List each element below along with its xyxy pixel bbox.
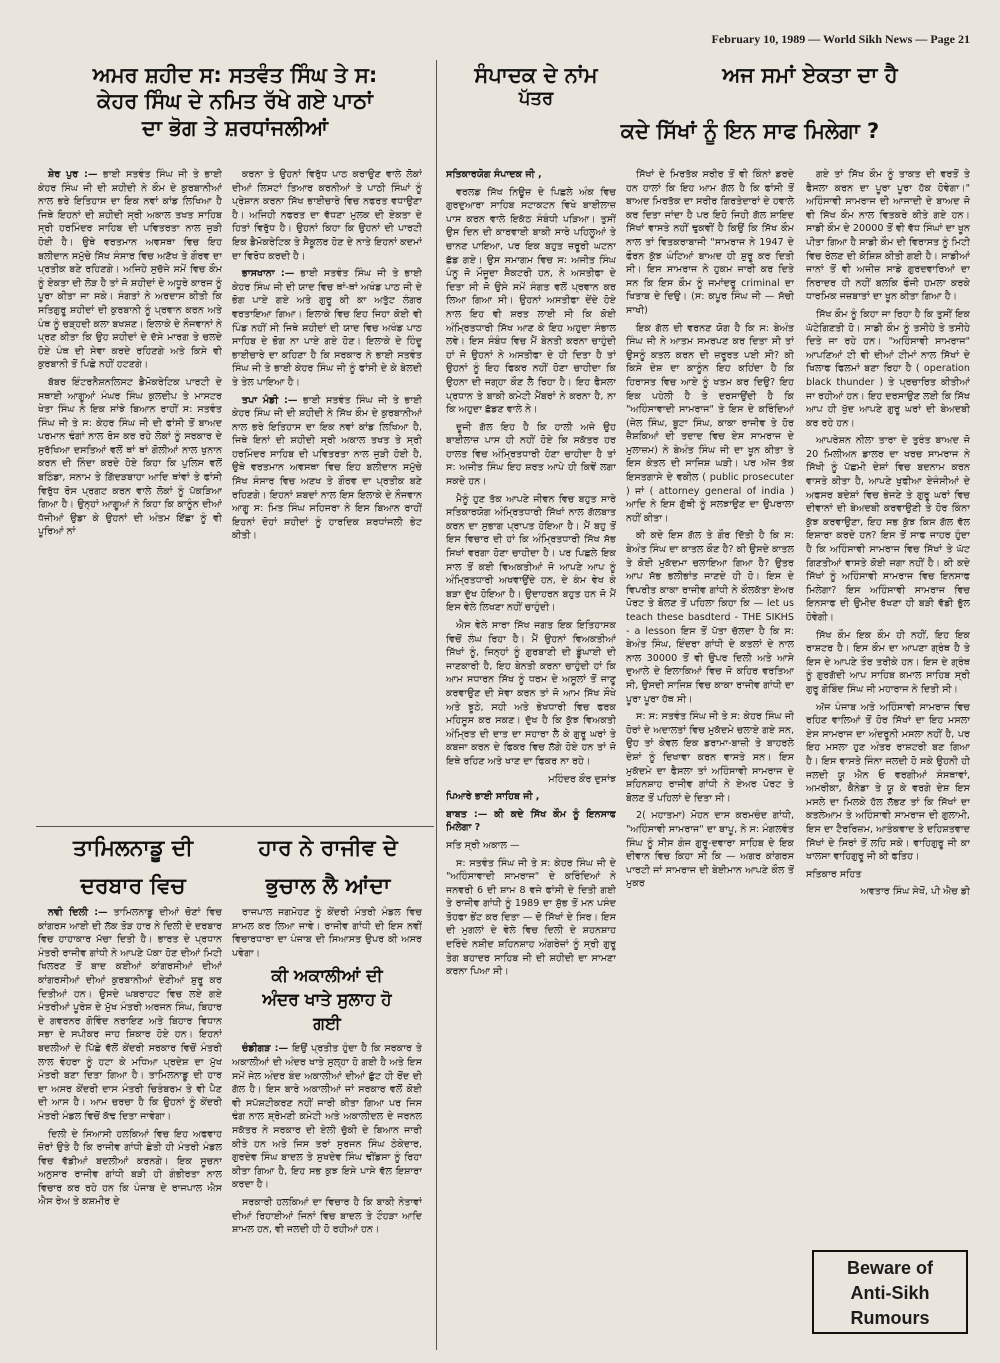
- headline-tamil-line1: ਤਾਮਿਲਨਾਡੂ ਦੀ: [73, 836, 193, 861]
- headline-bhog-line3: ਦਾ ਭੋਗ ਤੇ ਸ਼ਰਧਾਂਜਲੀਆਂ: [141, 115, 329, 140]
- beware-line1: Beware of: [846, 1258, 934, 1278]
- ajj-para2: ਇਕ ਗੱਲ ਦੀ ਵਰਨਣ ਯੋਗ ਹੈ ਕਿ ਸ: ਬੇਅੰਤ ਸਿੰਘ ਜੀ ਨੇ ਆਤਮ ਸਮਰਪਣ ਕਰ ਦਿਤਾ ਸੀ ਤਾਂ ਉਸਨੂੰ ਕਤਲ ਕਰਨ ਦੀ ਜ਼ਰੂਰਤ ਪਈ ਸੀ? ਕੀ ਕਿਸੇ ਦੇਸ਼ ਦਾ ਕਾਨੂੰਨ ਇਹ ਕਹਿਂਦਾ ਹੈ ਕਿ ਹਿਰਾਸਤ ਵਿਚ ਆਏ ਨੂੰ ਖਤਮ ਕਰ ਦਿਉ? ਇਹ ਇਕ ਪਹੇਲੀ ਹੈ ਤੇ ਦਰਸਾਉਂਦੀ ਹੈ ਕਿ "ਅਹਿੰਸਾਵਾਦੀ ਸਾਮਰਾਜ" ਤੇ ਇਸ ਦੇ ਕਰਿੰਦਿਆਂ (ਜੇਲ ਸਿੰਘ, ਬੂਟਾ ਸਿੰਘ, ਕਾਕਾ ਰਾਜੀਵ ਤੇ ਹੋਰ ਜ਼ੈਸ਼ਕਿਆਂ ਦੀ ਤਦਾਦ ਵਿਚ ਏਸ ਸਾਮਰਾਜ ਦੇ ਮੁਲਾਜ਼ਮ) ਨੇ ਬੇਅੰਤ ਸਿੰਘ ਜੀ ਦਾ ਖੂਨ ਕੀਤਾ ਤੇ ਇਸ ਕੇਤਲ ਦੀ ਸਾਜਿਸ਼ ਘੜੀ। ਪਰ ਅੱਜ ਤੱਕ ਇਸਤਗਾਸੇ ਦੇ ਵਕੀਲ ( public prosecuter ) ਜਾਂ ( attorney general of india ) ਆਦਿ ਨੇ ਇਸ ਗੁੱਥੀ ਨੂੰ ਸਲਝਾਉਣ ਦਾ ਉਪਰਾਲਾ ਨਹੀਂ ਕੀਤਾ।: [626, 322, 794, 524]
- ajj-para4: ਸ: ਸ: ਸਤਵੰਤ ਸਿੰਘ ਜੀ ਤੇ ਸ: ਕੇਹਰ ਸਿੰਘ ਜੀ ਹੋਰਾਂ ਦੇ ਅਦਾਲਤਾਂ ਵਿਚ ਮੁਕੱਦਮੇ ਚਲਾਏ ਗਏ ਸਨ, ਉਹ ਤਾਂ ਕੇਵਲ ਇਕ ਡਰਾਮਾ-ਬਾਜ਼ੀ ਤੇ ਬਾਹਰਲੇ ਦੇਸ਼ਾਂ ਨੂੰ ਦਿਖਾਵਾ ਕਰਨ ਵਾਸਤੇ ਸਨ। ਇਸ ਮੁਕੱਦਮੇ ਦਾ ਫੈਸਲਾ ਤਾਂ ਅਹਿੰਸਾਵੀ ਸਾਮਰਾਜ ਦੇ ਸ਼ਹਿਨਸ਼ਾਹ ਰਾਜੀਵ ਗਾਂਧੀ ਨੇ ਏਅਰ ਪੋਰਟ ਤੇ ਬੋਲਣ ਤੋਂ ਪਹਿਲਾਂ ਦੇ ਦਿਤਾ ਸੀ।: [626, 711, 794, 804]
- beware-line3: Rumours: [850, 1308, 930, 1328]
- bhog-col2-para3: ਤਪਾ ਮੰਡੀ :— ਭਾਈ ਸਤਵੰਤ ਸਿੰਘ ਜੀ ਤੇ ਭਾਈ ਕੇਹਰ ਸਿੰਘ ਜੀ ਦੀ ਸ਼ਹੀਦੀ ਨੇ ਸਿੱਖ ਕੌਮ ਦੇ ਕੁਰਬਾਨੀਆਂ ਨਾਲ ਭਰੇ ਇਤਿਹਾਸ ਦਾ ਇਕ ਨਵਾਂ ਕਾਂਡ ਲਿਖਿਆ ਹੈ, ਜਿਥੇ ਇਨਾਂ ਦੀ ਸ਼ਹੀਦੀ ਸ੍ਰੀ ਅਕਾਲ ਤਖਤ ਤੇ ਸ੍ਰੀ ਹਰਮਿੰਦਰ ਸਾਹਿਬ ਦੀ ਪਵਿਤਰਤਾ ਨਾਲ ਜੁੜੀ ਹੋਈ ਹੈ, ਉਥੇ ਵਰਤਮਾਨ ਅਵਸਥਾ ਵਿਚ ਇਹ ਬਲੀਦਾਨ ਸਮੁੱਚੇ ਸਿੱਖ ਸੰਸਾਰ ਵਿਚ ਅਣਖ ਤੇ ਗੌਰਵ ਦਾ ਪ੍ਰਤੀਕ ਬਣੇ ਰਹਿਣਗੇ। ਇਹਨਾਂ ਸ਼ਬਦਾਂ ਨਾਲ ਇਸ ਇਲਾਕੇ ਦੇ ਨੌਜਵਾਨ ਆਗੂ ਸ: ਮਿਤ ਸਿੰਘ ਸਹਿਜਰਾ ਨੇ ਇਸ ਬਿਆਨ ਰਾਹੀਂ ਇਹਨਾਂ ਦੋਹਾਂ ਸ਼ਹੀਦਾਂ ਨੂੰ ਹਾਰਦਿਕ ਸ਼ਰਧਾਂਜਲੀ ਭੇਟ ਕੀਤੀ।: [232, 394, 422, 542]
- tamil-dateline: ਨਵੀ ਦਿਲੀ :—: [48, 907, 108, 918]
- right-para5: ਅੱਜ ਪੰਜਾਬ ਅਤੇ ਅਹਿੰਸਾਵੀ ਸਾਮਰਾਜ ਵਿਚ ਰਹਿਣ ਵਾਲਿਆਂ ਤੋਂ ਹੋਰ ਸਿੱਖਾਂ ਦਾ ਇਹ ਮਸਲਾ ਏਸ ਸਾਮਰਾਜ ਦਾ ਅੰਦਰੂਨੀ ਮਸਲਾ ਨਹੀਂ ਹੈ, ਪਰ ਇਹ ਮਸਲਾ ਹੁਣ ਅੰਤਰ ਰਾਸ਼ਟਰੀ ਬਣ ਗਿਆ ਹੈ। ਇਸ ਵਾਸਤੇ ਜਿੰਨਾ ਜਲਦੀ ਹੋ ਸਕੇ ਉਹਨੀ ਹੀ ਜਲਦੀ ਯੂ ਐਨ ਓ ਵਰਗੀਆਂ ਸੰਸਥਾਵਾਂ, ਅਮਰੀਕਾ, ਕੈਨੇਡਾ ਤੇ ਯੂ ਕੇ ਵਰਗੇ ਦੇਸ਼ ਇਸ ਮਸਲੇ ਦਾ ਮਿਲਕੇ ਹੱਲ ਲੱਭਣ ਤਾਂ ਕਿ ਸਿੱਖਾਂ ਦਾ ਕਤਲੇਆਮ ਤੇ ਅਹਿੰਸਾਵੀ ਸਾਮਰਾਜ ਦੀ ਗੁਲਾਮੀ, ਇਸ ਦਾ ਟੈਰਰਿਜ਼ਮ, ਆਤੰਕਵਾਦ ਤੇ ਦਹਿਸ਼ਤਵਾਦ ਸਿੱਖਾਂ ਦੇ ਸਿਰਾਂ ਤੋਂ ਲਹਿ ਸਕੇ। ਵਾਹਿਗੁਰੂ ਜੀ ਕਾ ਖਾਲਸਾ ਵਾਹਿਗੁਰੂ ਜੀ ਕੀ ਫਤਿਹ।: [806, 701, 970, 863]
- haar-para1: ਰਾਜਪਾਲ ਜਗਮੋਹਣ ਨੂੰ ਕੇਂਦਰੀ ਮੰਤਰੀ ਮੰਡਲ ਵਿਚ ਸ਼ਾਮਲ ਕਰ ਲਿਆ ਜਾਵੇ। ਰਾਜੀਵ ਗਾਂਧੀ ਦੀ ਇਸ ਨਵੀਂ ਵਿਚਾਰਧਾਰਾ ਦਾ ਪੰਜਾਬ ਦੀ ਸਿਆਸਤ ਉਪਰ ਕੀ ਅਸਰ ਪਵੇਗਾ।: [232, 907, 422, 959]
- bhog-column-1: [38, 168, 222, 820]
- bhog-dateline-3: ਤਪਾ ਮੰਡੀ :—: [242, 394, 298, 406]
- letter2-salutation: ਪਿਆਰੇ ਭਾਈ ਸਾਹਿਬ ਜੀ ,: [446, 791, 540, 803]
- right-column: [806, 168, 970, 1242]
- akali-para1: ਚੰਡੀਗੜ :— ਇਉਂ ਪ੍ਰਤੀਤ ਹੁੰਦਾ ਹੈ ਕਿ ਸਰਕਾਰ ਤੇ ਅਕਾਲੀਆਂ ਦੀ ਅੰਦਰ ਖਾਤੇ ਸੁਲ੍ਹਾ ਹੋ ਗਈ ਹੈ ਅਤੇ ਇਸ ਸਮੇਂ ਜੇਲ ਅੰਦਰ ਬੰਦ ਅਕਾਲੀਆਂ ਦੀਆਂ ਛੁੱਟ ਹੀ ਰੋਂਦ ਦੀ ਗੱਲ ਹੈ। ਇਸ ਬਾਰੇ ਅਕਾਲੀਆਂ ਜਾਂ ਸਰਕਾਰ ਵਲੋਂ ਕੋਈ ਵੀ ਸਪੱਸ਼ਟੀਕਰਣ ਨਹੀਂ ਜਾਰੀ ਕੀਤਾ ਗਿਆ ਪਰ ਜਿਸ ਢੰਗ ਨਾਲ ਸ਼੍ਰੋਮਣੀ ਕਮੇਟੀ ਅਤੇ ਅਕਾਲੀਦਲ ਦੇ ਜਰਨਲ ਸਕੱਤਰ ਨੇ ਸਰਕਾਰ ਦੀ ਏਲੀ ਚੁੱਕੀ ਦੇ ਬਿਆਨ ਜਾਰੀ ਕੀਤੇ ਹਨ ਅਤੇ ਜਿਸ ਤਰਾਂ ਸੁਰਜਨ ਸਿੰਘ ਠੇਕੇਦਾਰ, ਗੁਰਦੇਵ ਸਿੰਘ ਬਾਦਲ ਤੇ ਸੁਖਦੇਵ ਸਿੰਘ ਢੀਂਡਸਾ ਨੂੰ ਰਿਹਾ ਕੀਤਾ ਗਿਆ ਹੈ, ਇਹ ਸਭ ਕੁਝ ਇਸੇ ਪਾਸੇ ਵੱਲ ਇਸ਼ਾਰਾ ਕਰਦਾ ਹੈ।: [232, 1043, 422, 1191]
- letter2-subject: ਬਾਬਤ :— ਕੀ ਕਦੇ ਸਿੱਖ ਕੌਮ ਨੂੰ ਇਨਸਾਫ ਮਿਲੇਗਾ ?: [446, 808, 616, 834]
- letter-para2: ਦੂਜੀ ਗੱਲ ਇਹ ਹੈ ਕਿ ਹਾਲੀ ਅਜੇ ਉਹ ਬਾਈਲਾਜ਼ ਪਾਸ ਹੀ ਨਹੀਂ ਹੋਏ ਕਿ ਸਕੱਤਰ ਹਰ ਹਾਲਤ ਵਿਚ ਅੰਮ੍ਰਿਤਧਾਰੀ ਹੋਣਾ ਚਾਹੀਦਾ ਹੈ ਤਾਂ ਸ: ਅਜੀਤ ਸਿੰਘ ਇਹ ਸ਼ਰਤ ਆਪੇ ਹੀ ਕਿਵੇਂ ਲਗਾ ਸਕਦੇ ਹਨ।: [446, 421, 616, 488]
- letter2-greeting: ਸਤਿ ਸ੍ਰੀ ਅਕਾਲ —: [446, 839, 520, 851]
- letter-salutation: ਸਤਿਕਾਰਯੋਗ ਸੰਪਾਦਕ ਜੀ ,: [446, 169, 542, 180]
- headline-ajj-line1: ਅਜ ਸਮਾਂ ਏਕਤਾ ਦਾ ਹੈ: [722, 63, 898, 87]
- right-para2: ਸਿੱਖ ਕੌਮ ਨੂੰ ਕਿਹਾ ਜਾ ਰਿਹਾ ਹੈ ਕਿ ਤੁਸੀਂ ਇਕ ਘੱਟੇਗਿਣਤੀ ਹੋ। ਸਾਡੀ ਕੌਮ ਨੂੰ ਤਸੀਹੇ ਤੇ ਤਸੀਹੇ ਦਿਤੇ ਜਾ ਰਹੇ ਹਨ। "ਅਹਿੰਸਾਵੀ ਸਾਮਰਾਜ" ਆਪਣਿਆਂ ਟੀ ਵੀ ਦੀਆਂ ਟੀਮਾਂ ਨਾਲ ਸਿੱਖਾਂ ਦੇ ਖਿਲਾਫ ਫਿਲਮਾਂ ਬਣਾ ਰਿਹਾ ਹੈ ( operation black thunder ) ਤੇ ਪ੍ਰਚਾਰਿਤ ਕੀਤੀਆਂ ਜਾ ਰਹੀਆਂ ਹਨ। ਇਹ ਦਰਸਾਉਣ ਲਈ ਕਿ ਸਿੱਖ ਆਪ ਹੀ ਖੁੱਦ ਆਪਣੇ ਗੁਰੂ ਘਰਾਂ ਦੀ ਬੇਅਦਬੀ ਕਰ ਰਹੇ ਹਨ।: [806, 308, 970, 429]
- headline-bhog-line2: ਕੇਹਰ ਸਿੰਘ ਦੇ ਨਮਿਤ ਰੱਖੇ ਗਏ ਪਾਠਾਂ: [97, 89, 373, 114]
- tamil-column: [38, 906, 222, 1346]
- tamil-para2: ਦਿਲੀ ਦੇ ਸਿਆਸੀ ਹਲਕਿਆਂ ਵਿਚ ਇਹ ਅਫਵਾਹ ਜ਼ੋਰਾਂ ਉਤੇ ਹੈ ਕਿ ਰਾਜੀਵ ਗਾਂਧੀ ਛੇਤੀ ਹੀ ਮੰਤਰੀ ਮੰਡਲ ਵਿਚ ਵੱਡੀਆਂ ਬਦਲੀਆਂ ਕਰਨਗੇ। ਇਕ ਸੂਚਨਾ ਅਨੁਸਾਰ ਰਾਜੀਵ ਗਾਂਧੀ ਬੜੀ ਹੀ ਗੰਭੀਰਤਾ ਨਾਲ ਵਿਚਾਰ ਕਰ ਰਹੇ ਹਨ ਕਿ ਪੰਜਾਬ ਦੇ ਰਾਜਪਾਲ ਐਸ ਐਸ ਰੇਅ ਤੇ ਕਸ਼ਮੀਰ ਦੇ: [38, 1128, 222, 1208]
- headline-bhog: [40, 62, 430, 141]
- headline-akali: [232, 964, 422, 1036]
- bhog-dateline-2: ਭਾਸਖਾਨਾ :—: [242, 268, 295, 280]
- headline-haar: [230, 830, 426, 906]
- headline-editor-line2: ਪੱਤਰ: [518, 88, 554, 110]
- letter-para3: ਮੈਨੂੰ ਹੁਣ ਤੱਕ ਆਪਣੇ ਜੀਵਨ ਵਿਚ ਬਹੁਤ ਸਾਰੇ ਸਤਿਕਾਰਯੋਗ ਅੰਮ੍ਰਿਤਧਾਰੀ ਸਿੱਖਾਂ ਨਾਲ ਗੱਲਬਾਤ ਕਰਨ ਦਾ ਸੁਭਾਗ ਪ੍ਰਾਪਤ ਹੋਇਆ ਹੈ। ਮੈਂ ਬਹੁ ਤੋਂ ਇਸ ਵਿਚਾਰ ਦੀ ਹਾਂ ਕਿ ਅੰਮ੍ਰਿਤਧਾਰੀ ਸਿੱਖ ਸੱਭ ਸਿਖਾਂ ਵਰਗਾ ਹੋਣਾ ਚਾਹੀਦਾ ਹੈ। ਪਰ ਪਿਛਲੇ ਇਕ ਸਾਲ ਤੋਂ ਕਈ ਵਿਅਕਤੀਆਂ ਜੋ ਆਪਣੇ ਆਪ ਨੂੰ ਅੰਮ੍ਰਿਤਧਾਰੀ ਅਖਵਾਉਂਦੇ ਹਨ, ਦੇ ਕੰਮ ਵੇਖ ਕੇ ਬੜਾ ਦੁੱਖ ਹੋਇਆ ਹੈ। ਉਦਾਹਰਨ ਬਹੁਤ ਹਨ ਜੋ ਮੈਂ ਇਸ ਵੇਲੇ ਲਿਖਣਾ ਨਹੀਂ ਚਾਹੁੰਦੀ।: [446, 493, 616, 614]
- editor-letter-column: [446, 168, 616, 1348]
- right-para1: ਗਏ ਤਾਂ ਸਿੱਖ ਕੌਮ ਨੂੰ ਤਾਕਤ ਦੀ ਵਰਤੋਂ ਤੇ ਫੈਸਲਾ ਕਰਨ ਦਾ ਪੂਰਾ ਪੂਰਾ ਹੱਕ ਹੋਵੇਗਾ।" ਅਹਿੰਸਾਵੀ ਸਾਮਰਾਜ ਦੀ ਆਜਾਦੀ ਦੇ ਬਾਅਦ ਜੋ ਵੀ ਸਿੱਖ ਕੌਮ ਨਾਲ ਵਿਤਕਰੇ ਕੀਤੇ ਗਏ ਹਨ। ਸਾਡੀ ਕੌਮ ਦੇ 20000 ਤੋਂ ਵੀ ਵੱਧ ਸਿੰਘਾਂ ਦਾ ਖੂਨ ਪੀਤਾ ਗਿਆ ਹੈ ਸਾਡੀ ਕੌਮ ਦੀ ਵਿਰਾਸਤ ਨੂੰ ਮਿਟੀ ਵਿਚ ਰੋਲਣ ਦੀ ਕੋਸ਼ਿਸ਼ ਕੀਤੀ ਗਈ ਹੈ। ਸਾਡੀਆਂ ਜਾਨਾਂ ਤੋਂ ਵੀ ਅਜੀਜ਼ ਸਾਡੇ ਗੁਰਦਵਾਰਿਆਂ ਦਾ ਨਿਰਾਦਰ ਹੀ ਨਹੀਂ ਬਲਕਿ ਫੌਜੀ ਹਮਲਾ ਕਰਕੇ ਧਾਰਮਿਕ ਜਜ਼ਬਾਤਾਂ ਦਾ ਖੂਨ ਕੀਤਾ ਗਿਆ ਹੈ।: [806, 169, 970, 303]
- bhog-col1-para2: ਬੱਬਰ ਇੰਟਰਨੈਸ਼ਨਲਿਸਟ ਡੈਮੋਕਰੇਟਿਕ ਪਾਰਟੀ ਦੇ ਸਥਾਈ ਆਗੂਆਂ ਮੰਘਰ ਸਿੰਘ ਕੁਲਦੀਪ ਤੇ ਮਾਸਟਰ ਖੇਤਾ ਸਿੰਘ ਨੇ ਇਕ ਸਾਂਝੇ ਬਿਆਨ ਰਾਹੀਂ ਸ: ਸਤਵੰਤ ਸਿੰਘ ਜੀ ਤੇ ਸ: ਕੇਹਰ ਸਿੰਘ ਜੀ ਦੀ ਫਾਂਸੀ ਤੋਂ ਬਾਅਦ ਪਰਮਾਨ ਢੰਗਾਂ ਨਾਲ ਰੋਸ ਕਰ ਰਹੇ ਲੋਕਾਂ ਨੂੰ ਸਰਕਾਰ ਦੇ ਸੁਰੱਖਿਆ ਦਸਤਿਆਂ ਵਲੋਂ ਥਾਂ ਥਾਂ ਗੋਲੀਆਂ ਨਾਲ ਖੁਨਾਨ ਕਰਨ ਦੀ ਨਿੰਦਾ ਕਰਦੇ ਹੋਏ ਕਿਹਾ ਕਿ ਪੁਲਿਸ ਵਲੋਂ ਬਠਿੰਡਾ, ਸਨਾਮ ਤੇ ਗਿੱਦੜਬਾਹਾ ਆਦਿ ਥਾਂਵਾਂ ਤੇ ਫਾਂਸੀ ਵਿਰੁੱਧ ਰੋਸ ਪ੍ਰਗਟ ਕਰਨ ਵਾਲੇ ਲੋਕਾਂ ਨੂੰ ਪੱਕੜਿਆ ਗਿਆ ਹੈ। ਉਨ੍ਹਾਂ ਆਗੂਆਂ ਨੇ ਕਿਹਾ ਕਿ ਕਾਨੂੰਨ ਦੀਆਂ ਧੱਜੀਆਂ ਉਡਾ ਕੇ ਉਹਨਾਂ ਦੀ ਅੰਤਮ ਇੱਛਾ ਨੂੰ ਵੀ ਪੂਰਿਆਂ ਨਾਂ: [38, 376, 222, 538]
- bhog-column-2: [232, 168, 422, 820]
- headline-haar-line2: ਭੁਚਾਲ ਲੈ ਆਂਦਾ: [265, 874, 391, 899]
- page-header: February 10, 1989 — World Sikh News — Page 21: [711, 32, 970, 46]
- beware-box: [812, 1250, 968, 1334]
- letter-para1: ਵਰਲਡ ਸਿੱਖ ਨਿਊਜ਼ ਦੇ ਪਿਛਲੇ ਅੰਕ ਵਿਚ ਗੁਰਦੁਆਰਾ ਸਾਹਿਬ ਸਟਾਕਟਨ ਵਿਖੇ ਬਾਈਲਾਜ਼ ਪਾਸ ਕਰਨ ਵਾਲੇ ਇਕੱਠ ਸੰਬੰਧੀ ਪੜਿਆ। ਤੁਸੀਂ ਉਸ ਦਿਨ ਦੀ ਕਾਰਵਾਈ ਬਾਕੀ ਸਾਰੇ ਪਹਿਲੂਆਂ ਤੇ ਚਾਨਣ ਪਾਇਆ, ਪਰ ਇਕ ਬਹੁਤ ਜ਼ਰੂਰੀ ਘਟਨਾ ਛੱਡ ਗਏ। ਉਸ ਸਮਾਗਮ ਵਿਚ ਸ: ਅਜੀਤ ਸਿੰਘ ਪੰਨੂ ਜੋ ਮੌਜੂਦਾ ਸੈਕਟਰੀ ਹਨ, ਨੇ ਅਸਤੀਫਾ ਦੇ ਦਿਤਾ ਸੀ ਜੋ ਉਸੇ ਸਮੇਂ ਸੰਗਤ ਵਲੋਂ ਪ੍ਰਵਾਨ ਕਰ ਲਿਆ ਗਿਆ ਸੀ। ਉਹਨਾਂ ਅਸਤੀਫਾ ਦੇਂਦੇ ਹੋਏ ਨਾਲ ਇਹ ਵੀ ਸ਼ਰਤ ਲਾਈ ਸੀ ਕਿ ਕੋਈ ਅੰਮ੍ਰਿਤਧਾਰੀ ਸਿੱਖ ਆਣ ਕੇ ਇਹ ਅਹੁਦਾ ਸੰਭਾਲ ਲਵੇ। ਇਸ ਸੰਬੰਧ ਵਿਚ ਮੈਂ ਬੇਨਤੀ ਕਰਨਾ ਚਾਹੁੰਦੀ ਹਾਂ ਜੋ ਉਹਨਾਂ ਨੇ ਅਸਤੀਫਾ ਦੇ ਹੀ ਦਿਤਾ ਹੈ ਤਾਂ ਉਹਨਾਂ ਨੂੰ ਇਹ ਫਿਕਰ ਨਹੀਂ ਹੋਣਾ ਚਾਹੀਦਾ ਕਿ ਉਹਨਾ ਦੀ ਜਗ੍ਹਾ ਕੌਣ ਲੈ ਰਿਹਾ ਹੈ। ਇਹ ਫੈਸਲਾ ਪ੍ਰਧਾਨ ਤੇ ਬਾਕੀ ਕਮੇਟੀ ਮੈਂਬਰਾਂ ਨੇ ਕਰਨਾ ਹੈ, ਨਾ ਕਿ ਅਹੁਦਾ ਛੱਡਣ ਵਾਲੇ ਨੇ।: [446, 186, 616, 416]
- letter2-para1: ਸ: ਸਤਵੰਤ ਸਿੰਘ ਜੀ ਤੇ ਸ: ਕੇਹਰ ਸਿੰਘ ਜੀ ਦੇ "ਅਹਿੰਸਾਵਾਦੀ ਸਾਮਰਾਜ" ਦੇ ਕਰਿੰਦਿਆਂ ਨੇ ਜਨਵਰੀ 6 ਦੀ ਸ਼ਾਮ 8 ਵਜੇ ਫਾਂਸੀ ਦੇ ਦਿਤੀ ਗਈ ਤੇ ਰਾਜੀਵ ਗਾਂਧੀ ਨੂੰ 1989 ਦਾ ਸ਼ੁੱਭ ਤੋਂ ਮਨ ਪਸੰਦ ਤੋਹਫਾ ਭੇਂਟ ਕਰ ਦਿਤਾ — ਦੋ ਸਿੱਖਾਂ ਦੇ ਸਿਰ। ਇਸ ਦੀ ਮੁਗਲਾਂ ਦੇ ਵੇਲੇ ਵਿਚ ਦਿਲੀ ਦੇ ਸ਼ਹਨਸ਼ਾਹ ਦਰਿੰਦੇ ਨਸ਼ੀਦ ਸ਼ਹਿਨਸ਼ਾਹ ਅੰਗਰੇਜ਼ਾਂ ਨੂੰ ਸ੍ਰੀ ਗੁਰੂ ਤੇਗ ਬਹਾਦਰ ਸਾਹਿਬ ਜੀ ਦੀ ਸ਼ਹੀਦੀ ਦਾ ਸਾਮਣਾ ਕਰਨਾ ਪਿਆ ਸੀ।: [446, 857, 616, 978]
- ajj-para1: ਸਿੱਖਾਂ ਦੇ ਮਿਰਤੱਕ ਸਰੀਰ ਤੋਂ ਵੀ ਕਿੰਨਾਂ ਡਰਦੇ ਹਨ ਹਾਲਾਂ ਕਿ ਇਹ ਆਮ ਗੱਲ ਹੈ ਕਿ ਫਾਂਸੀ ਤੋਂ ਬਾਅਦ ਮਿਰਤੱਕ ਦਾ ਸਰੀਰ ਗਿਰਤੇਦਾਰਾਂ ਦੇ ਹਵਾਲੇ ਕਰ ਦਿਤਾ ਜਾਂਦਾ ਹੈ ਪਰ ਇਹੋ ਜਿਹੀ ਗੱਲ ਸ਼ਾਇਦ ਸਿੱਖਾਂ ਵਾਸਤੇ ਨਹੀਂ ਢੁਕਵੀਂ ਹੈ ਕਿਉਂ ਕਿ ਸਿੱਖ ਕੌਮ ਨਾਲ ਤਾਂ ਵਿਤਕਰਾਬਾਜੀ "ਸਾਮਰਾਜ ਨੇ 1947 ਦੇ ਫੌਰਨ ਕੁੱਝ ਘੰਟਿਆਂ ਬਾਅਦ ਹੀ ਸ਼ੁਰੂ ਕਰ ਦਿਤੀ ਸੀ। ਇਸ ਸਾਮਰਾਜ ਨੇ ਹੁਕਮ ਜਾਰੀ ਕਰ ਦਿਤੇ ਸਨ ਕਿ ਇਸ ਕੌਮ ਨੂੰ ਜਮਾਂਦਰੂ criminal ਦਾ ਖਿਤਾਬ ਦੇ ਦਿਉ। (ਸ: ਕਪੂਰ ਸਿੰਘ ਜੀ — ਸੱਚੀ ਸਾਖੀ): [626, 169, 794, 316]
- headline-akali-line3: ਗਈ: [313, 1014, 341, 1035]
- bhog-col1-para1: ਸ਼ੇਰ ਪੁਰ :— ਭਾਈ ਸਤਵੰਤ ਸਿੰਘ ਜੀ ਤੇ ਭਾਈ ਕੇਹਰ ਸਿੰਘ ਜੀ ਦੀ ਸ਼ਹੀਦੀ ਨੇ ਕੌਮ ਦੇ ਕੁਰਬਾਨੀਆਂ ਨਾਲ ਭਰੇ ਇਤਿਹਾਸ ਦਾ ਇਕ ਨਵਾਂ ਕਾਂਡ ਲਿਖਿਆ ਹੈ ਜਿਥੇ ਇਹਨਾਂ ਦੀ ਸ਼ਹੀਦੀ ਸ੍ਰੀ ਅਕਾਲ ਤਖਤ ਸਾਹਿਬ ਸ੍ਰੀ ਹਰਮਿੰਦਰ ਸਾਹਿਬ ਦੀ ਪਵਿਤਰਤਾ ਨਾਲ ਜੁੜੀ ਹੋਈ ਹੈ। ਉਥੇ ਵਰਤਮਾਨ ਅਵਸਥਾ ਵਿਚ ਇਹ ਬਲੀਦਾਨ ਸਮੁੱਚੇ ਸਿੱਖ ਸੰਸਾਰ ਵਿਚ ਅਣੱਖ ਤੇ ਗੌਰਵ ਦਾ ਪ੍ਰਤੀਕ ਬਣੇ ਰਹਿਣਗੇ। ਅਜਿਹੇ ਸੁਚੱਜੇ ਸਮੇਂ ਵਿਚ ਕੌਮ ਨੂੰ ਏਕਤਾ ਦੀ ਲੋੜ ਹੈ ਤਾਂ ਜੋ ਸ਼ਹੀਦਾਂ ਦੇ ਅਧੂਰੇ ਕਾਰਜ ਨੂੰ ਪੂਰਾ ਕੀਤਾ ਜਾ ਸਕੇ। ਸੰਗਤਾਂ ਨੇ ਅਰਦਾਸ ਕੀਤੀ ਕਿ ਸਤਿਗੁਰੂ ਸ਼ਹੀਦਾਂ ਦੀ ਕੁਰਬਾਨੀ ਨੂੰ ਪ੍ਰਵਾਨ ਕਰਨ ਅਤੇ ਪੰਥ ਨੂੰ ਚੜ੍ਹਦੀ ਕਲਾ ਬਖਸ਼ਣ। ਇਲਾਕੇ ਦੇ ਨੌਜਵਾਨਾਂ ਨੇ ਪ੍ਰਣ ਕੀਤਾ ਕਿ ਉਹ ਸ਼ਹੀਦਾਂ ਦੇ ਦੱਸੇ ਮਾਰਗ ਤੇ ਚਲਦੇ ਹੋਏ ਪੰਥ ਦੀ ਸੇਵਾ ਕਰਦੇ ਰਹਿਣਗੇ ਅਤੇ ਕਿਸੇ ਵੀ ਕੁਰਬਾਨੀ ਤੋਂ ਪਿਛੇ ਨਹੀਂ ਹਟਣਗੇ।: [38, 169, 222, 371]
- headline-editor-line1: ਸੰਪਾਦਕ ਦੇ ਨਾਂਮ: [474, 63, 598, 87]
- akali-dateline: ਚੰਡੀਗੜ :—: [242, 1043, 289, 1055]
- section-divider: [36, 826, 434, 827]
- headline-akali-line2: ਅੰਦਰ ਖਾਤੇ ਸੁਲਾਹ ਹੋ: [262, 990, 392, 1011]
- right-para4: ਸਿੱਖ ਕੌਮ ਇਕ ਕੌਮ ਹੀ ਨਹੀਂ, ਇਹ ਇਕ ਰਾਸ਼ਟਰ ਹੈ। ਇਸ ਕੌਮ ਦਾ ਆਪਣਾ ਗ੍ਰੰਥ ਹੈ ਤੇ ਇਸ ਦੇ ਆਪਣੇ ਤੌਰ ਤਰੀਕੇ ਹਨ। ਇਸ ਦੇ ਗ੍ਰੰਥ ਨੂੰ ਗੁਰਗੱਦੀ ਆਪ ਸਾਹਿਬ ਕਮਾਲ ਸਾਹਿਬ ਸ੍ਰੀ ਗੁਰੂ ਗੋਬਿੰਦ ਸਿੰਘ ਜੀ ਮਹਾਰਾਜ ਨੇ ਦਿਤੀ ਸੀ।: [806, 629, 970, 695]
- headline-haar-line1: ਹਾਰ ਨੇ ਰਾਜੀਵ ਦੇ: [258, 836, 398, 861]
- bhog-col2-para2: ਭਾਸਖਾਨਾ :— ਭਾਈ ਸਤਵੰਤ ਸਿੰਘ ਜੀ ਤੇ ਭਾਈ ਕੇਹਰ ਸਿੰਘ ਜੀ ਦੀ ਯਾਦ ਵਿਚ ਥਾਂ-ਥਾਂ ਅਖੰਡ ਪਾਠ ਜੀ ਦੇ ਭੋਗ ਪਾਏ ਗਏ ਅਤੇ ਗੁਰੂ ਕੀ ਕਾ ਅਤੁੱਟ ਲੰਗਰ ਵਰਤਾਇਆ ਗਿਆ। ਇਲਾਕੇ ਵਿਚ ਇਹ ਜਿਹਾ ਕੋਈ ਵੀ ਪਿੰਡ ਨਹੀਂ ਸੀ ਜਿਥੇ ਸ਼ਹੀਦਾਂ ਦੀ ਯਾਦ ਵਿਚ ਅਖੰਡ ਪਾਠ ਸਾਹਿਬ ਦੇ ਭੋਗ ਨਾ ਪਾਏ ਗਏ ਹੋਣ। ਇਲਾਕੇ ਦੇ ਹਿੰਦੂ ਭਾਈਚਾਰੇ ਦਾ ਕਹਿਣਾ ਹੈ ਕਿ ਸਰਕਾਰ ਨੇ ਭਾਈ ਸਤਵੰਤ ਸਿੰਘ ਜੀ ਤੇ ਭਾਈ ਕੇਹਰ ਸਿੰਘ ਜੀ ਨੂੰ ਫਾਂਸੀ ਦੇ ਕੇ ਬੇਲਦੀ ਤੇ ਤੇਲ ਪਾਇਆ ਹੈ।: [232, 268, 422, 388]
- column-rule-1: [436, 60, 437, 1350]
- headline-tamil-line2: ਦਰਬਾਰ ਵਿਚ: [80, 874, 186, 899]
- headline-tamil: [40, 830, 226, 906]
- right-signature: ਅਵਤਾਰ ਸਿੰਘ ਸੇਖੋਂ, ਪੀ ਐਚ ਡੀ: [860, 886, 970, 898]
- right-signoff: ਸਤਿਕਾਰ ਸਹਿਤ: [806, 868, 862, 880]
- akali-para2: ਸਰਕਾਰੀ ਹਲਕਿਆਂ ਦਾ ਵਿਚਾਰ ਹੈ ਕਿ ਬਾਕੀ ਨੇਤਾਵਾਂ ਦੀਆਂ ਰਿਹਾਈਆਂ ਜਿਨਾਂ ਵਿਚ ਬਾਦਲ ਤੇ ਟੌਹੜਾ ਆਦਿ ਸ਼ਾਮਲ ਹਨ, ਵੀ ਜਲਦੀ ਹੀ ਹੋ ਰਹੀਆਂ ਹਨ।: [232, 1196, 422, 1236]
- right-para3: ਆਪਰੇਸ਼ਨ ਨੀਲਾ ਤਾਰਾ ਦੇ ਤੁਰੰਤ ਬਾਅਦ ਜੋ 20 ਮਿਲੀਅਨ ਡਾਲਰ ਦਾ ਖਰਚ ਸਾਮਰਾਜ ਨੇ ਸਿੱਖੀ ਨੂੰ ਪੱਛਮੀ ਦੇਸ਼ਾਂ ਵਿਚ ਬਦਨਾਮ ਕਰਨ ਵਾਸਤੇ ਕੀਤਾ ਹੈ, ਆਪਣੇ ਖੁਫੀਆ ਏਜੰਸੀਆਂ ਦੇ ਅਫਸਰ ਬਦੇਸ਼ਾਂ ਵਿਚ ਭੇਜਣੇ ਤੇ ਗੁਰੂ ਘਰਾਂ ਵਿਚ ਦੀਵਾਨਾਂ ਦੀ ਬੇਅਦਬੀ ਕਰਵਾਉਣੀ ਤੇ ਹੋਰ ਕਿੰਨਾ ਕੁੱਝ ਕਰਵਾਉਣਾ, ਇਹ ਸਭ ਕੁੱਝ ਕਿਸ ਗੱਲ ਵੱਲ ਇਸ਼ਾਰਾ ਕਰਦੇ ਹਨ? ਇਸ ਤੋਂ ਸਾਫ ਜਾਹਰ ਹੁੰਦਾ ਹੈ ਕਿ ਅਹਿੰਸਾਵੀ ਸਾਮਰਾਜ ਵਿਚ ਸਿੱਖਾਂ ਤੇ ਘੱਟ ਗਿਣਤੀਆਂ ਵਾਸਤੇ ਕੋਈ ਜਗਾ ਨਹੀਂ ਹੈ। ਕੀ ਕਦੇ ਸਿੱਖਾਂ ਨੂੰ ਅਹਿੰਸਾਵੀ ਸਾਮਰਾਜ ਵਿਚ ਇਨਸਾਫ ਮਿਲੇਗਾ? ਇਸ ਅਹਿੰਸਾਵੀ ਸਾਮਰਾਜ ਵਿਚ ਇਨਸਾਫ ਦੀ ਉਮੀਦ ਰੱਖਣਾ ਹੀ ਬੜੀ ਵੱਡੀ ਭੁੱਲ ਹੋਵੇਗੀ।: [806, 435, 970, 623]
- headline-bhog-line1: ਅਮਰ ਸ਼ਹੀਦ ਸ: ਸਤਵੰਤ ਸਿੰਘ ਤੇ ਸ:: [92, 63, 378, 87]
- headline-ajj: [540, 62, 960, 145]
- headline-ajj-line2: ਕਦੇ ਸਿੱਖਾਂ ਨੂੰ ਇਨ ਸਾਫ ਮਿਲੇਗਾ ?: [620, 119, 880, 144]
- haar-akali-column: [232, 906, 422, 1346]
- bhog-col2-para1: ਕਰਨਾ ਤੇ ਉਹਨਾਂ ਵਿਰੁੱਧ ਪਾਠ ਕਰਾਉਣ ਵਾਲੇ ਲੋਕਾਂ ਦੀਆਂ ਲਿਸਟਾਂ ਤਿਆਰ ਕਰਨੀਆਂ ਤੇ ਪਾਠੀ ਸਿੰਘਾਂ ਨੂੰ ਪ੍ਰੇਸ਼ਾਨ ਕਰਨਾ ਸਿੱਖ ਭਾਈਚਾਰੇ ਵਿਚ ਨਫਰਤ ਵਧਾਉਣਾ ਹੈ। ਅਜਿਹੀ ਨਫਰਤ ਦਾ ਵੱਧਣਾ ਮੁਲਕ ਦੀ ਏਕਤਾ ਦੇ ਹਿਤਾਂ ਵਿਰੁੱਧ ਹੈ। ਉਹਨਾਂ ਕਿਹਾ ਕਿ ਉਹਨਾਂ ਦੀ ਪਾਰਟੀ ਇਕ ਡੈਮੋਕਰੇਟਿਕ ਤੇ ਸੈਕੂਲਰ ਹੋਣ ਦੇ ਨਾਤੇ ਇਹਨਾਂ ਕਦਮਾਂ ਦਾ ਵਿਰੋਧ ਕਰਦੀ ਹੈ।: [232, 169, 422, 262]
- tamil-para1: ਨਵੀ ਦਿਲੀ :— ਤਾਮਿਲਨਾਡੂ ਦੀਆਂ ਚੋਣਾਂ ਵਿਚ ਕਾਂਗਰਸ ਆਈ ਦੀ ਲੱਕ ਤੋੜ ਹਾਰ ਨੇ ਦਿਲੀ ਦੇ ਦਰਬਾਰ ਵਿਚ ਹਾਹਾਕਾਰ ਮੱਚਾ ਦਿਤੀ ਹੈ। ਭਾਰਤ ਦੇ ਪ੍ਰਧਾਨ ਮੰਤਰੀ ਰਾਜੀਵ ਗਾਂਧੀ ਨੇ ਆਪਣੇ ਪੱਕਾ ਹੋਣ ਦੀਆਂ ਮਿਟੀ ਖਿਲਰਣ ਤੋਂ ਬਾਦ ਕਈਆਂ ਕਾਂਗਰਸੀਆਂ ਦੀਆਂ ਕਾਂਗਰਸੀਆਂ ਦੀਆਂ ਕੁਰਬਾਨੀਆਂ ਦੇਣੀਆਂ ਸ਼ੁਰੂ ਕਰ ਦਿਤੀਆਂ ਹਨ। ਉਸਦੇ ਘਬਰਾਹਟ ਵਿਚ ਲਏ ਗਏ ਮੰਤਰੀਆਂ ਪੂਰੇਸ਼ ਦੇ ਮੁੱਖ ਮੰਤਰੀ ਅਰਜਨ ਸਿੰਘ, ਬਿਹਾਰ ਦੇ ਗਵਰਨਰ ਗੋਵਿੰਦ ਨਰਾਇਣ ਅਤੇ ਬਿਹਾਰ ਵਿਧਾਨ ਸਭਾ ਦੇ ਸਪੀਕਰ ਜਾਹ ਸ਼ਿਕਾਰ ਹੋਏ ਹਨ। ਇਹਨਾਂ ਬਦਲੀਆਂ ਦੇ ਪਿੱਛੇ ਵੱਲੋਂ ਕੇਂਦਰੀ ਸਰਕਾਰ ਵਿਚੋਂ ਮੰਤਰੀ ਲਾਲ ਵੋਹਰਾ ਨੂੰ ਹਟਾ ਕੇ ਮਧਿਆ ਪ੍ਰਦੇਸ਼ ਦਾ ਮੁੱਖ ਮੰਤਰੀ ਬਣਾ ਦਿਤਾ ਗਿਆ ਹੈ। ਤਾਮਿਲਨਾਡੂ ਦੀ ਹਾਰ ਦਾ ਅਸਰ ਕੇਂਦਰੀ ਦਾਸ ਮੰਤਰੀ ਚਿਤੰਬਰਮ ਤੇ ਵੀ ਪੈਣ ਦੀ ਆਸ ਹੈ। ਆਮ ਚਰਚਾ ਹੈ ਕਿ ਉਹਨਾਂ ਨੂੰ ਕੇਂਦਰੀ ਮੰਤਰੀ ਮੰਡਲ ਵਿਚੋਂ ਕੱਢ ਦਿਤਾ ਜਾਵੇਗਾ।: [38, 907, 222, 1122]
- headline-akali-line1: ਕੀ ਅਕਾਲੀਆਂ ਦੀ: [271, 966, 383, 987]
- letter-signature: ਮਹਿੰਦਰ ਕੌਰ ਦੁਸਾਂਝ: [548, 773, 616, 785]
- ajj-para5: 2( ਮਹਾਤਮਾ) ਮੋਹਨ ਦਾਸ ਕਰਮਚੰਦ ਗਾਂਧੀ, "ਅਹਿੰਸਾਵੀ ਸਾਮਰਾਜ" ਦਾ ਬਾਪੂ, ਨੇ ਸ: ਮੰਗਲਵੰਤ ਸਿੰਘ ਨੂੰ ਸੀਸ ਗੰਜ ਗੁਰੂ-ਦਵਾਰਾ ਸਾਹਿਬ ਦੇ ਇਕ ਦੀਵਾਨ ਵਿਚ ਕਿਹਾ ਸੀ ਕਿ — ਅਗਰ ਕਾਂਗਰਸ ਪਾਰਟੀ ਜਾਂ ਸਾਮਰਾਜ ਦੀ ਬੇਈਮਾਨ ਆਪਣੇ ਕੌਲ ਤੋਂ ਮੁਕਰ: [626, 810, 794, 890]
- bhog-dateline: ਸ਼ੇਰ ਪੁਰ :—: [48, 169, 98, 180]
- letter-para4: ਐਸ ਵੇਲੇ ਸਾਰਾ ਸਿੱਖ ਜਗਤ ਇਕ ਇਤਿਹਾਸਕ ਵਿਚੋਂ ਲੰਘ ਰਿਹਾ ਹੈ। ਮੈਂ ਉਹਨਾਂ ਵਿਅਕਤੀਆਂ ਸਿੱਖਾਂ ਨੂੰ, ਜਿਨ੍ਹਾਂ ਨੂੰ ਗੁਰਬਾਣੀ ਦੀ ਡੂੰਘਾਈ ਦੀ ਜਾਣਕਾਰੀ ਹੈ, ਇਹ ਬੇਨਤੀ ਕਰਨਾ ਚਾਹੁੰਦੀ ਹਾਂ ਕਿ ਆਮ ਸਧਾਰਨ ਸਿੱਖ ਨੂੰ ਧਰਮ ਦੇ ਅਸੂਲਾਂ ਤੋਂ ਜਾਣੂ ਕਰਵਾਉਣ ਦੀ ਸੇਵਾ ਕਰਨ ਤਾਂ ਜੋ ਆਮ ਸਿੱਖ ਸੌਖੇ ਅਤੇ ਝੂਠੇ, ਸਹੀ ਅਤੇ ਭੇਖਧਾਰੀ ਵਿਚ ਫਰਕ ਮਹਿਸੂਸ ਕਰ ਸਕਣ। ਦੁੱਖ ਹੈ ਕਿ ਕੁੱਝ ਵਿਅਕਤੀ ਅੰਮ੍ਰਿਤ ਦੀ ਦਾਤ ਦਾ ਸਹਾਰਾ ਲੈ ਕੇ ਗੁਰੂ ਘਰਾਂ ਤੇ ਕਬਜਾ ਕਰਨ ਦੇ ਫਿਕਰ ਵਿਚ ਲੱਗੇ ਹੋਏ ਹਨ ਤਾਂ ਜੋ ਇਥੇ ਰਹਿਣ ਅਤੇ ਖਾਣ ਦਾ ਫਿਕਰ ਨਾ ਰਹੇ।: [446, 620, 616, 767]
- ajj-para3: ਕੀ ਕਦੇ ਇਸ ਗੱਲ ਤੇ ਗੌਰ ਦਿੱਤੀ ਹੈ ਕਿ ਸ: ਬੇਅੰਤ ਸਿੰਘ ਦਾ ਕਾਤਲ ਕੌਣ ਹੈ? ਕੀ ਉਸਦੇ ਕਾਤਲ ਤੇ ਕੋਈ ਮੁਕੱਦਮਾ ਚਲਾਇਆ ਗਿਆ ਹੈ? ਉਤਰ ਆਪ ਸੱਭ ਭਲੀਭਾਂਤ ਜਾਣਦੇ ਹੀ ਹੋ। ਇਸ ਦੇ ਵਿਪਰੀਤ ਕਾਕਾ ਰਾਜੀਵ ਗਾਂਧੀ ਨੇ ਕੌਲਕੱਤਾ ਏਅਰ ਪੋਰਟ ਤੇ ਬੋਲਣ ਤੋਂ ਪਹਿਲਾ ਕਿਹਾ ਕਿ — let us teach these basdterd - THE SIKHS - a lesson ਇਸ ਤੋਂ ਪੱਤਾ ਚੱਲਦਾ ਹੈ ਕਿ ਸ: ਬੇਅੰਤ ਸਿੰਘ, ਇੰਦਰਾ ਗਾਂਧੀ ਦੇ ਕਤਲਾਂ ਦੇ ਨਾਲ ਨਾਲ 30000 ਤੋਂ ਵੀ ਉਪਰ ਦਿਲੀ ਅਤੇ ਆਸੇ ਦੁਆਲੇ ਦੇ ਇਲਾਕਿਆਂ ਵਿਚ ਜੋ ਕਹਿਰ ਵਰਤਿਆ ਸੀ, ਉਸਦੀ ਸਾਜਿਸ਼ ਵਿਚ ਕਾਕਾ ਰਾਜੀਵ ਗਾਂਧੀ ਦਾ ਪੂਰਾ ਪੂਰਾ ਹੱਥ ਸੀ।: [626, 530, 794, 705]
- beware-line2: Anti-Sikh: [850, 1283, 930, 1303]
- ajj-column: [626, 168, 794, 1348]
